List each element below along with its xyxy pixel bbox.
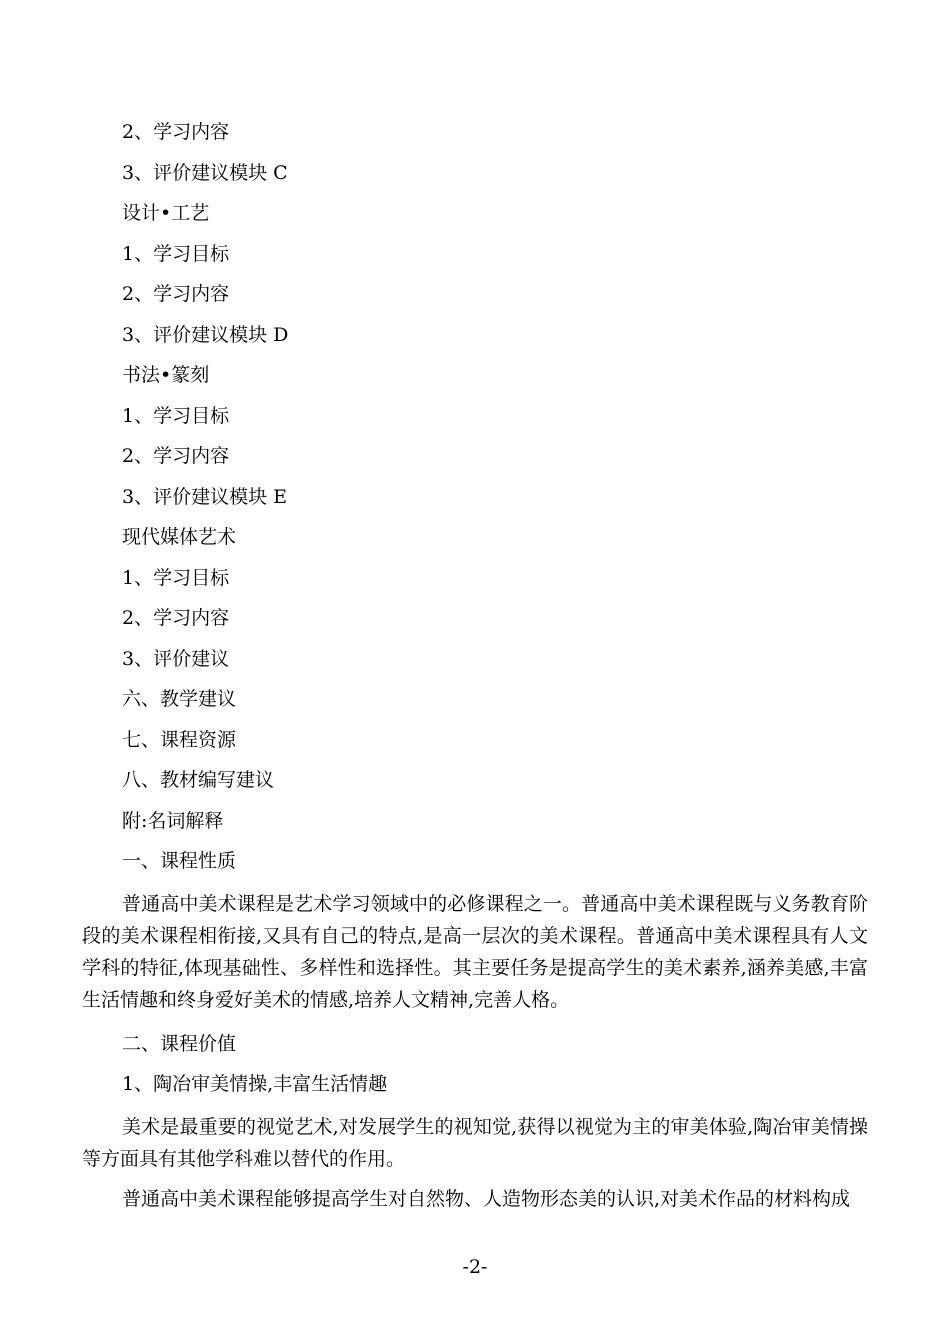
toc-line: 3、评价建议模块 C: [122, 161, 288, 184]
toc-module-title: 书法•篆刻: [122, 364, 210, 386]
toc-module-title: 设计•工艺: [122, 202, 210, 224]
toc-module-title: 现代媒体艺术: [122, 526, 237, 548]
toc-line: 2、学习内容: [122, 283, 230, 305]
toc-section: 七、课程资源: [122, 728, 237, 751]
toc-line: 1、学习目标: [122, 566, 230, 589]
subsection-heading: 1、陶冶审美情操,丰富生活情趣: [122, 1073, 388, 1095]
body-paragraph: 普通高中美术课程是艺术学习领域中的必修课程之一。普通高中美术课程既与义务教育阶段的美术课程相衔接,又具有自己的特点,是高一层次的美术课程。普通高中美术课程具有人文学科的特征,体现基础性、多样性和选择性。其主要任务是提高学生的美术素养,涵养美感,丰富生活情趣和终身爱好美术的情感,培养人文精神,完善人格。: [82, 892, 868, 1011]
section-heading: 二、课程价值: [122, 1032, 237, 1055]
toc-line: 2、学习内容: [122, 445, 230, 467]
page-number: -2-: [462, 1256, 488, 1278]
toc-section: 六、教学建议: [122, 688, 237, 710]
toc-line: 3、评价建议模块 E: [122, 485, 287, 508]
toc-line: 3、评价建议模块 D: [122, 323, 289, 346]
page-content: [82, 112, 868, 1223]
toc-line: 2、学习内容: [122, 607, 230, 629]
toc-line: 3、评价建议: [122, 647, 230, 670]
toc-line: 2、学习内容: [122, 121, 230, 143]
toc-line: 1、学习目标: [122, 404, 230, 427]
body-paragraph: 美术是最重要的视觉艺术,对发展学生的视知觉,获得以视觉为主的审美体验,陶冶审美情操等方面具有其他学科难以替代的作用。: [82, 1115, 868, 1170]
toc-appendix: 附:名词解释: [122, 809, 224, 832]
section-heading: 一、课程性质: [122, 850, 237, 872]
toc-section: 八、教材编写建议: [122, 769, 275, 791]
body-paragraph: 普通高中美术课程能够提高学生对自然物、人造物形态美的认识,对美术作品的材料构成: [122, 1187, 851, 1210]
toc-line: 1、学习目标: [122, 242, 230, 265]
